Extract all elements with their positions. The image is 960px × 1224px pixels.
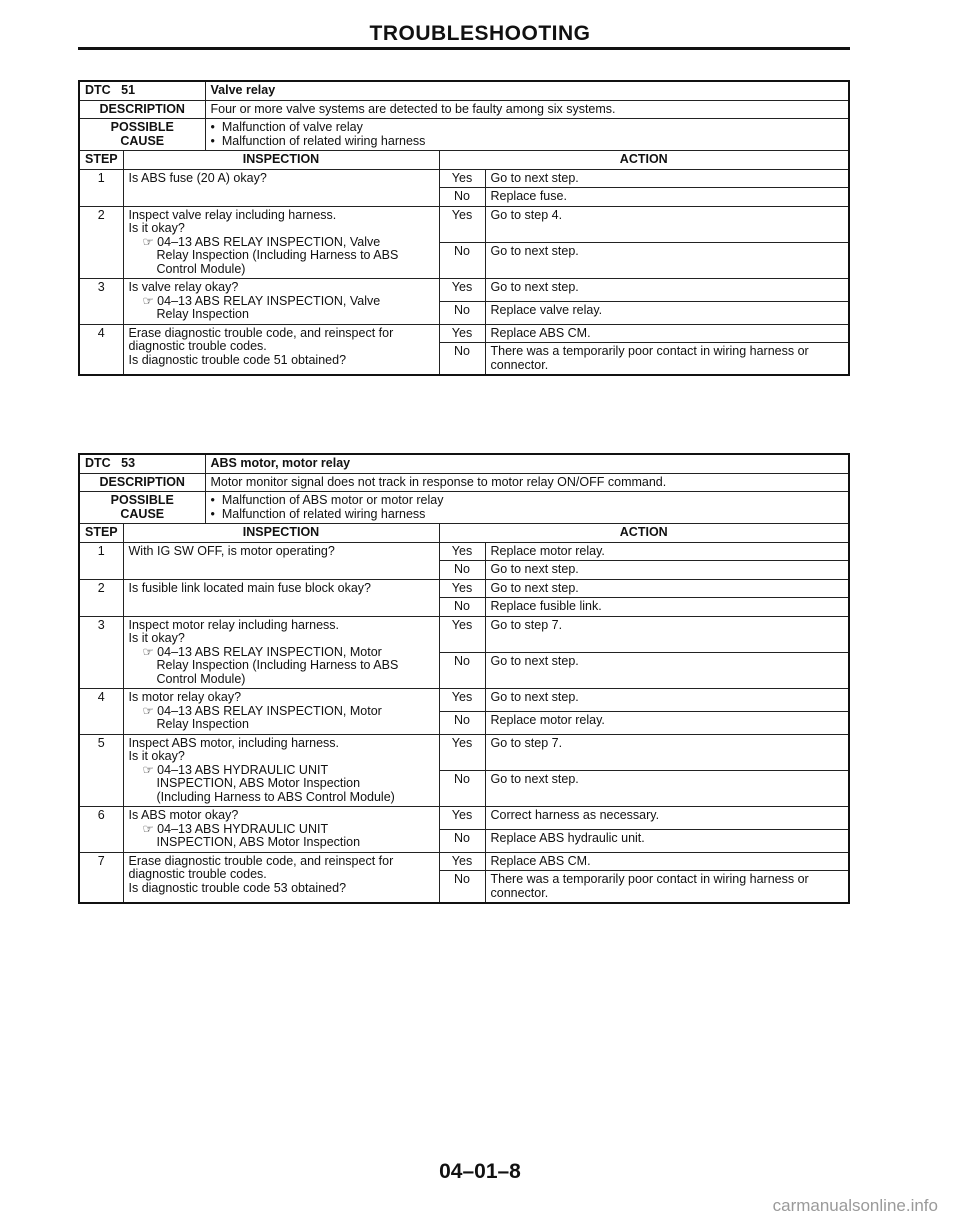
inspection-line: Inspect motor relay including harness. xyxy=(128,617,340,632)
yes-action: Replace ABS CM. xyxy=(485,324,849,343)
yes-label: Yes xyxy=(439,852,485,871)
no-label: No xyxy=(439,829,485,852)
yes-label: Yes xyxy=(439,324,485,343)
yes-label: Yes xyxy=(439,169,485,188)
step-row xyxy=(79,734,849,770)
no-label: No xyxy=(439,301,485,324)
inspection-line: INSPECTION, ABS Motor Inspection xyxy=(156,835,361,849)
yes-action: Go to step 7. xyxy=(485,734,849,770)
no-label: No xyxy=(439,598,485,617)
description-text: Motor monitor signal does not track in response to motor relay ON/OFF command. xyxy=(205,473,849,492)
inspection-line: Inspect ABS motor, including harness. xyxy=(128,735,340,750)
yes-action: Go to next step. xyxy=(485,169,849,188)
step-inspection xyxy=(123,807,439,853)
dtc-label: DTC xyxy=(85,456,111,470)
yes-action: Go to step 4. xyxy=(485,206,849,242)
title-rule xyxy=(78,47,850,50)
step-inspection xyxy=(123,169,439,206)
step-row xyxy=(79,279,849,302)
no-label: No xyxy=(439,343,485,376)
yes-action: Correct harness as necessary. xyxy=(485,807,849,830)
inspection-line: (Including Harness to ABS Control Module) xyxy=(156,789,395,804)
possible-cause-row xyxy=(79,492,849,524)
possible-cause-list xyxy=(205,492,849,524)
yes-label: Yes xyxy=(439,689,485,712)
inspection-line: Erase diagnostic trouble code, and reinspect for xyxy=(128,325,394,340)
inspection-line: Erase diagnostic trouble code, and reinspect for xyxy=(128,853,394,868)
description-row xyxy=(79,473,849,492)
dtc-code-cell xyxy=(79,81,205,100)
yes-action: Go to next step. xyxy=(485,689,849,712)
inspection-line: ☞ 04–13 ABS RELAY INSPECTION, Motor xyxy=(142,703,382,718)
yes-action: Go to next step. xyxy=(485,579,849,598)
dtc-code: 51 xyxy=(121,83,136,97)
no-action: Go to next step. xyxy=(485,242,849,278)
dtc-header-row xyxy=(79,454,849,473)
inspection-line: ☞ 04–13 ABS RELAY INSPECTION, Valve xyxy=(142,234,381,249)
yes-label: Yes xyxy=(439,542,485,561)
inspection-line: Is it okay? xyxy=(128,221,185,235)
description-row xyxy=(79,100,849,119)
yes-label: Yes xyxy=(439,734,485,770)
step-row xyxy=(79,324,849,343)
cause-item: • Malfunction of ABS motor or motor relay xyxy=(211,494,844,508)
no-action: Go to next step. xyxy=(485,652,849,688)
step-inspection xyxy=(123,542,439,579)
yes-label: Yes xyxy=(439,579,485,598)
inspection-line: ☞ 04–13 ABS HYDRAULIC UNIT xyxy=(142,821,329,836)
inspection-line: Relay Inspection (Including Harness to ABS xyxy=(156,658,399,672)
possible-cause-label xyxy=(79,492,205,524)
cause-label: CAUSE xyxy=(120,506,165,521)
cause-item: • Malfunction of valve relay xyxy=(211,121,844,135)
step-row xyxy=(79,689,849,712)
dtc-code-cell xyxy=(79,454,205,473)
no-action: There was a temporarily poor contact in wiring harness or connector. xyxy=(485,871,849,904)
inspection-line: Is motor relay okay? xyxy=(128,690,242,704)
inspection-line: With IG SW OFF, is motor operating? xyxy=(128,543,335,558)
inspection-line: Control Module) xyxy=(156,261,246,276)
no-label: No xyxy=(439,188,485,207)
step-inspection xyxy=(123,852,439,903)
yes-label: Yes xyxy=(439,807,485,830)
cause-label: CAUSE xyxy=(120,133,165,148)
dtc-header-row xyxy=(79,81,849,100)
column-header-row xyxy=(79,524,849,543)
step-inspection xyxy=(123,579,439,616)
inspection-line: Is it okay? xyxy=(128,631,185,645)
step-inspection xyxy=(123,689,439,735)
yes-label: Yes xyxy=(439,616,485,652)
page-title: TROUBLESHOOTING xyxy=(369,22,591,45)
inspection-line: Is fusible link located main fuse block okay? xyxy=(128,580,371,595)
dtc-51-table xyxy=(78,80,850,376)
no-action: Replace ABS hydraulic unit. xyxy=(485,829,849,852)
step-inspection xyxy=(123,616,439,689)
step-row xyxy=(79,852,849,871)
step-inspection xyxy=(123,279,439,325)
dtc-code: 53 xyxy=(121,456,136,470)
step-row xyxy=(79,616,849,652)
step-number: 5 xyxy=(79,734,123,807)
inspection-line: Relay Inspection xyxy=(156,307,249,321)
action-header: ACTION xyxy=(439,524,849,543)
no-label: No xyxy=(439,770,485,806)
possible-cause-row xyxy=(79,119,849,151)
no-label: No xyxy=(439,652,485,688)
no-action: There was a temporarily poor contact in wiring harness or connector. xyxy=(485,343,849,376)
step-header: STEP xyxy=(79,524,123,543)
description-label: DESCRIPTION xyxy=(79,473,205,492)
inspection-line: Inspect valve relay including harness. xyxy=(128,207,337,222)
step-number: 1 xyxy=(79,169,123,206)
cause-item: • Malfunction of related wiring harness xyxy=(211,508,844,522)
dtc-name: Valve relay xyxy=(205,81,849,100)
description-label: DESCRIPTION xyxy=(79,100,205,119)
step-number: 2 xyxy=(79,206,123,279)
step-number: 4 xyxy=(79,324,123,375)
step-row xyxy=(79,579,849,598)
step-header: STEP xyxy=(79,151,123,170)
inspection-line: ☞ 04–13 ABS RELAY INSPECTION, Motor xyxy=(142,644,382,659)
page-number: 04–01–8 xyxy=(439,1160,521,1183)
cause-item: • Malfunction of related wiring harness xyxy=(211,135,844,149)
step-number: 3 xyxy=(79,616,123,689)
yes-action: Replace ABS CM. xyxy=(485,852,849,871)
inspection-line: ☞ 04–13 ABS HYDRAULIC UNIT xyxy=(142,762,329,777)
possible-label: POSSIBLE xyxy=(110,493,174,507)
possible-cause-list xyxy=(205,119,849,151)
inspection-line: Is valve relay okay? xyxy=(128,280,239,294)
step-number: 1 xyxy=(79,542,123,579)
step-number: 4 xyxy=(79,689,123,735)
step-number: 6 xyxy=(79,807,123,853)
yes-action: Go to step 7. xyxy=(485,616,849,652)
step-row xyxy=(79,542,849,561)
inspection-header: INSPECTION xyxy=(123,151,439,170)
no-action: Go to next step. xyxy=(485,770,849,806)
inspection-line: ☞ 04–13 ABS RELAY INSPECTION, Valve xyxy=(142,293,381,308)
inspection-line: Relay Inspection (Including Harness to ABS xyxy=(156,248,399,262)
column-header-row xyxy=(79,151,849,170)
watermark: carmanualsonline.info xyxy=(772,1196,938,1215)
possible-cause-label xyxy=(79,119,205,151)
dtc-53-table xyxy=(78,453,850,904)
inspection-line: INSPECTION, ABS Motor Inspection xyxy=(156,776,361,790)
description-text: Four or more valve systems are detected to be faulty among six systems. xyxy=(205,100,849,119)
inspection-line: Is ABS fuse (20 A) okay? xyxy=(128,170,267,185)
dtc-label: DTC xyxy=(85,83,111,97)
step-row xyxy=(79,807,849,830)
yes-label: Yes xyxy=(439,206,485,242)
no-action: Replace fuse. xyxy=(485,188,849,207)
inspection-line: Is it okay? xyxy=(128,749,185,763)
step-number: 3 xyxy=(79,279,123,325)
inspection-header: INSPECTION xyxy=(123,524,439,543)
no-label: No xyxy=(439,871,485,904)
inspection-line: Is ABS motor okay? xyxy=(128,808,239,822)
step-inspection xyxy=(123,206,439,279)
no-action: Replace fusible link. xyxy=(485,598,849,617)
inspection-line: Relay Inspection xyxy=(156,717,249,731)
no-label: No xyxy=(439,561,485,580)
no-label: No xyxy=(439,242,485,278)
inspection-line: diagnostic trouble codes. xyxy=(128,867,267,881)
possible-label: POSSIBLE xyxy=(110,120,174,134)
yes-action: Go to next step. xyxy=(485,279,849,302)
action-header: ACTION xyxy=(439,151,849,170)
dtc-name: ABS motor, motor relay xyxy=(205,454,849,473)
inspection-line: Is diagnostic trouble code 53 obtained? xyxy=(128,880,347,895)
inspection-line: diagnostic trouble codes. xyxy=(128,339,267,353)
yes-action: Replace motor relay. xyxy=(485,542,849,561)
inspection-line: Is diagnostic trouble code 51 obtained? xyxy=(128,352,347,367)
step-inspection xyxy=(123,324,439,375)
step-inspection xyxy=(123,734,439,807)
step-row xyxy=(79,169,849,188)
inspection-line: Control Module) xyxy=(156,671,246,686)
step-row xyxy=(79,206,849,242)
step-number: 2 xyxy=(79,579,123,616)
no-action: Replace valve relay. xyxy=(485,301,849,324)
yes-label: Yes xyxy=(439,279,485,302)
no-action: Replace motor relay. xyxy=(485,711,849,734)
no-action: Go to next step. xyxy=(485,561,849,580)
step-number: 7 xyxy=(79,852,123,903)
no-label: No xyxy=(439,711,485,734)
